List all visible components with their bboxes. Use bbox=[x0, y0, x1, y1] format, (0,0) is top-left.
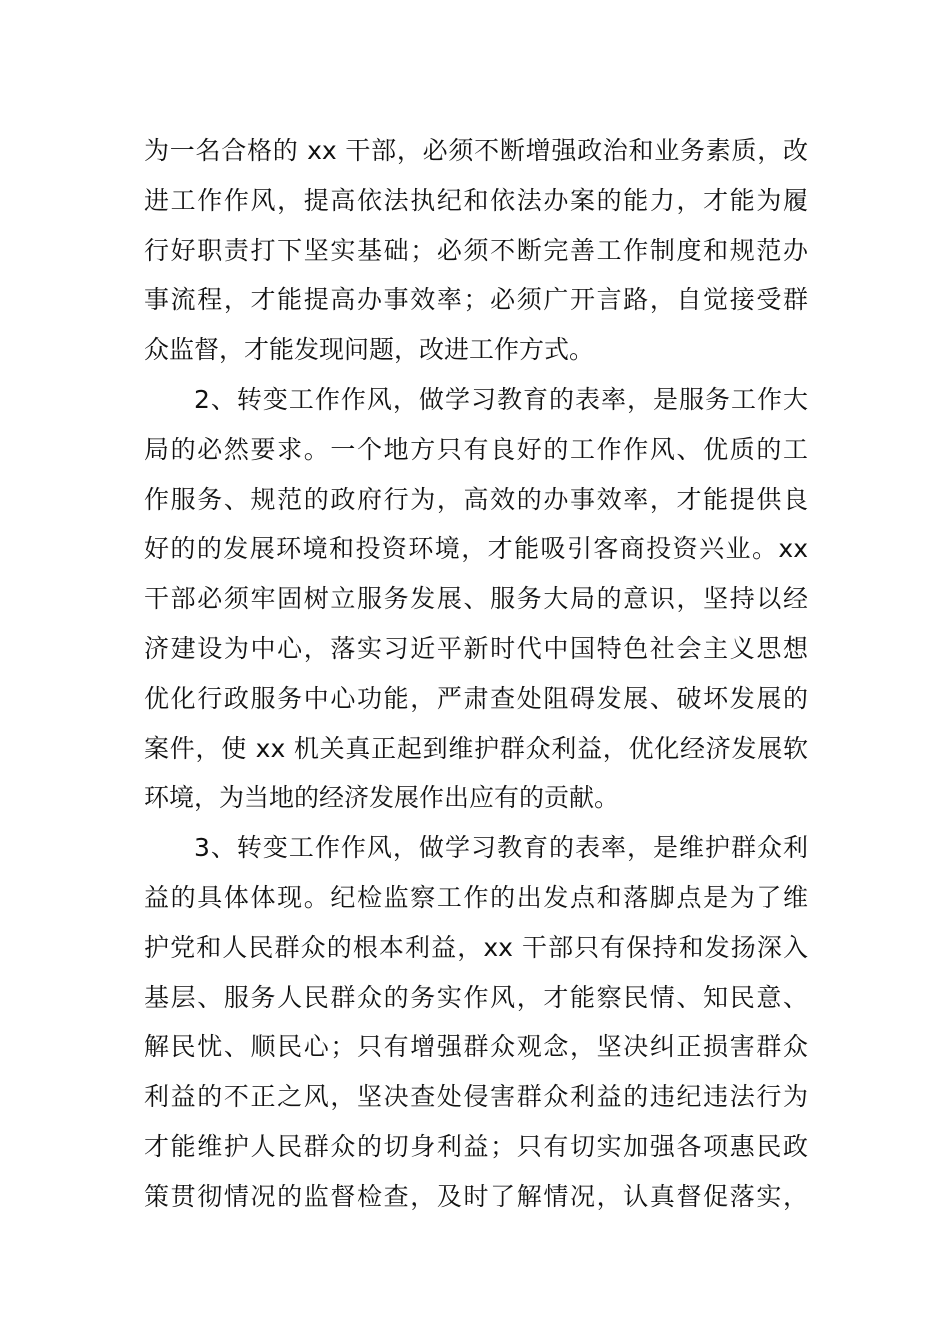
text-line: 事流程，才能提高办事效率；必须广开言路，自觉接受群 bbox=[144, 285, 808, 315]
text-line: 干部必须牢固树立服务发展、服务大局的意识，坚持以经 bbox=[144, 584, 808, 614]
text-line: 众监督，才能发现问题，改进工作方式。 bbox=[144, 335, 595, 365]
text-line: 为一名合格的 xx 干部，必须不断增强政治和业务素质，改 bbox=[144, 136, 808, 165]
text-line: 护党和人民群众的根本利益，xx 干部只有保持和发扬深入 bbox=[144, 932, 808, 962]
text-line: 好的的发展环境和投资环境，才能吸引客商投资兴业。xx bbox=[144, 534, 808, 564]
body-text bbox=[144, 126, 808, 1222]
text-line: 3、转变工作作风，做学习教育的表率，是维护群众利 bbox=[194, 833, 808, 863]
text-line: 利益的不正之风，坚决查处侵害群众利益的违纪违法行为 bbox=[144, 1082, 808, 1112]
text-line: 行好职责打下坚实基础；必须不断完善工作制度和规范办 bbox=[144, 235, 808, 265]
paragraph-3 bbox=[144, 823, 808, 1221]
text-line: 策贯彻情况的监督检查，及时了解情况，认真督促落实， bbox=[144, 1181, 808, 1211]
text-line: 济建设为中心，落实习近平新时代中国特色社会主义思想 bbox=[144, 633, 808, 663]
text-line: 进工作作风，提高依法执纪和依法办案的能力，才能为履 bbox=[144, 185, 808, 215]
text-line: 案件，使 xx 机关真正起到维护群众利益，优化经济发展软 bbox=[144, 733, 808, 763]
text-line: 2、转变工作作风，做学习教育的表率，是服务工作大 bbox=[194, 384, 808, 414]
text-line: 才能维护人民群众的切身利益；只有切实加强各项惠民政 bbox=[144, 1131, 808, 1161]
paragraph-2 bbox=[144, 375, 808, 823]
paragraph-1 bbox=[144, 126, 808, 375]
text-line: 作服务、规范的政府行为，高效的办事效率，才能提供良 bbox=[144, 484, 808, 514]
text-line: 局的必然要求。一个地方只有良好的工作作风、优质的工 bbox=[144, 434, 808, 464]
text-line: 解民忧、顺民心；只有增强群众观念，坚决纠正损害群众 bbox=[144, 1032, 808, 1062]
text-line: 环境，为当地的经济发展作出应有的贡献。 bbox=[144, 783, 620, 813]
text-line: 优化行政服务中心功能，严肃查处阻碍发展、破坏发展的 bbox=[144, 683, 808, 713]
text-line: 益的具体体现。纪检监察工作的出发点和落脚点是为了维 bbox=[144, 882, 808, 912]
text-line: 基层、服务人民群众的务实作风，才能察民情、知民意、 bbox=[144, 982, 808, 1012]
